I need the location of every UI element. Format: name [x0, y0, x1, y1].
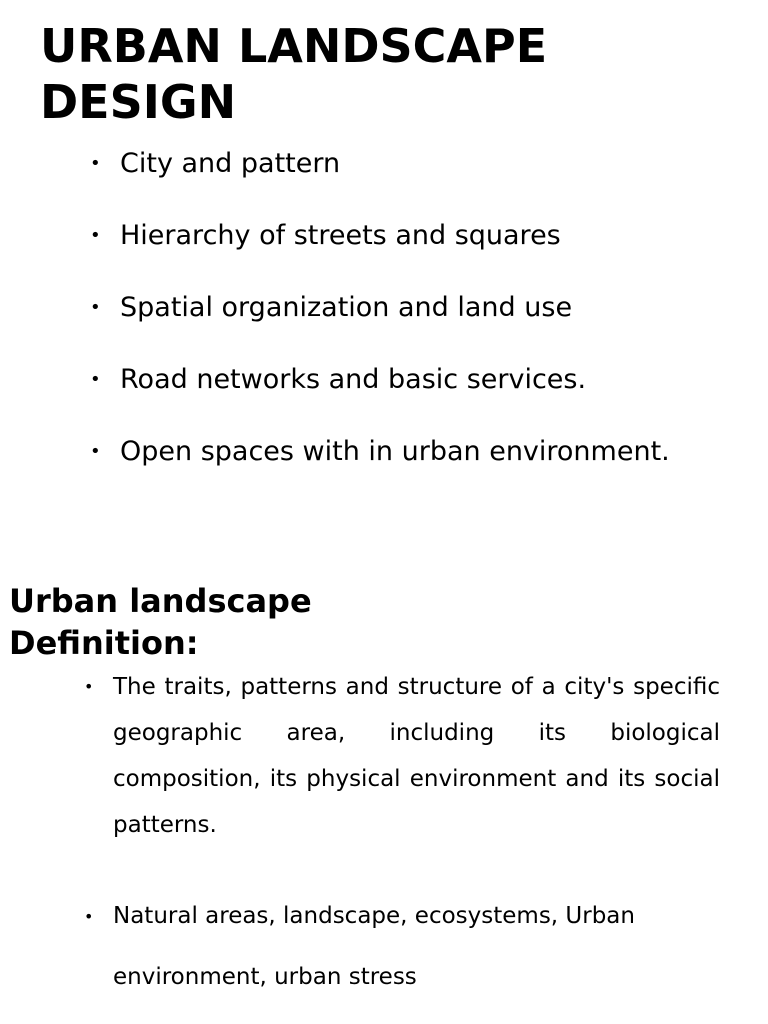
definition-list	[0, 664, 768, 1008]
list-item	[0, 200, 768, 272]
list-item	[0, 886, 720, 1008]
topic-text: Hierarchy of streets and squares	[120, 220, 561, 251]
bullet-icon: •	[90, 369, 101, 390]
bullet-icon: •	[90, 297, 101, 318]
definition-text: The traits, patterns and structure of a city's specific geographic area, including its biological composition, its physical environment and its social patterns.	[113, 674, 720, 838]
definition-heading: Urban landscape Definition:	[9, 582, 312, 662]
list-item	[0, 664, 720, 848]
bullet-icon: •	[90, 225, 101, 246]
bullet-icon: •	[84, 907, 94, 926]
definition-text: Natural areas, landscape, ecosystems, Urban environment, urban stress	[113, 903, 635, 990]
bullet-icon: •	[90, 153, 101, 174]
topic-list	[0, 128, 768, 488]
list-item	[0, 272, 768, 344]
list-item	[0, 344, 768, 416]
bullet-icon: •	[84, 677, 94, 696]
topic-text: City and pattern	[120, 148, 341, 179]
topic-text: Road networks and basic services.	[120, 364, 587, 395]
bullet-icon: •	[90, 441, 101, 462]
page-title: URBAN LANDSCAPE DESIGN	[40, 19, 548, 129]
list-item	[0, 128, 768, 200]
topic-text: Open spaces with in urban environment.	[120, 436, 670, 467]
list-item	[0, 416, 768, 488]
topic-text: Spatial organization and land use	[120, 292, 573, 323]
